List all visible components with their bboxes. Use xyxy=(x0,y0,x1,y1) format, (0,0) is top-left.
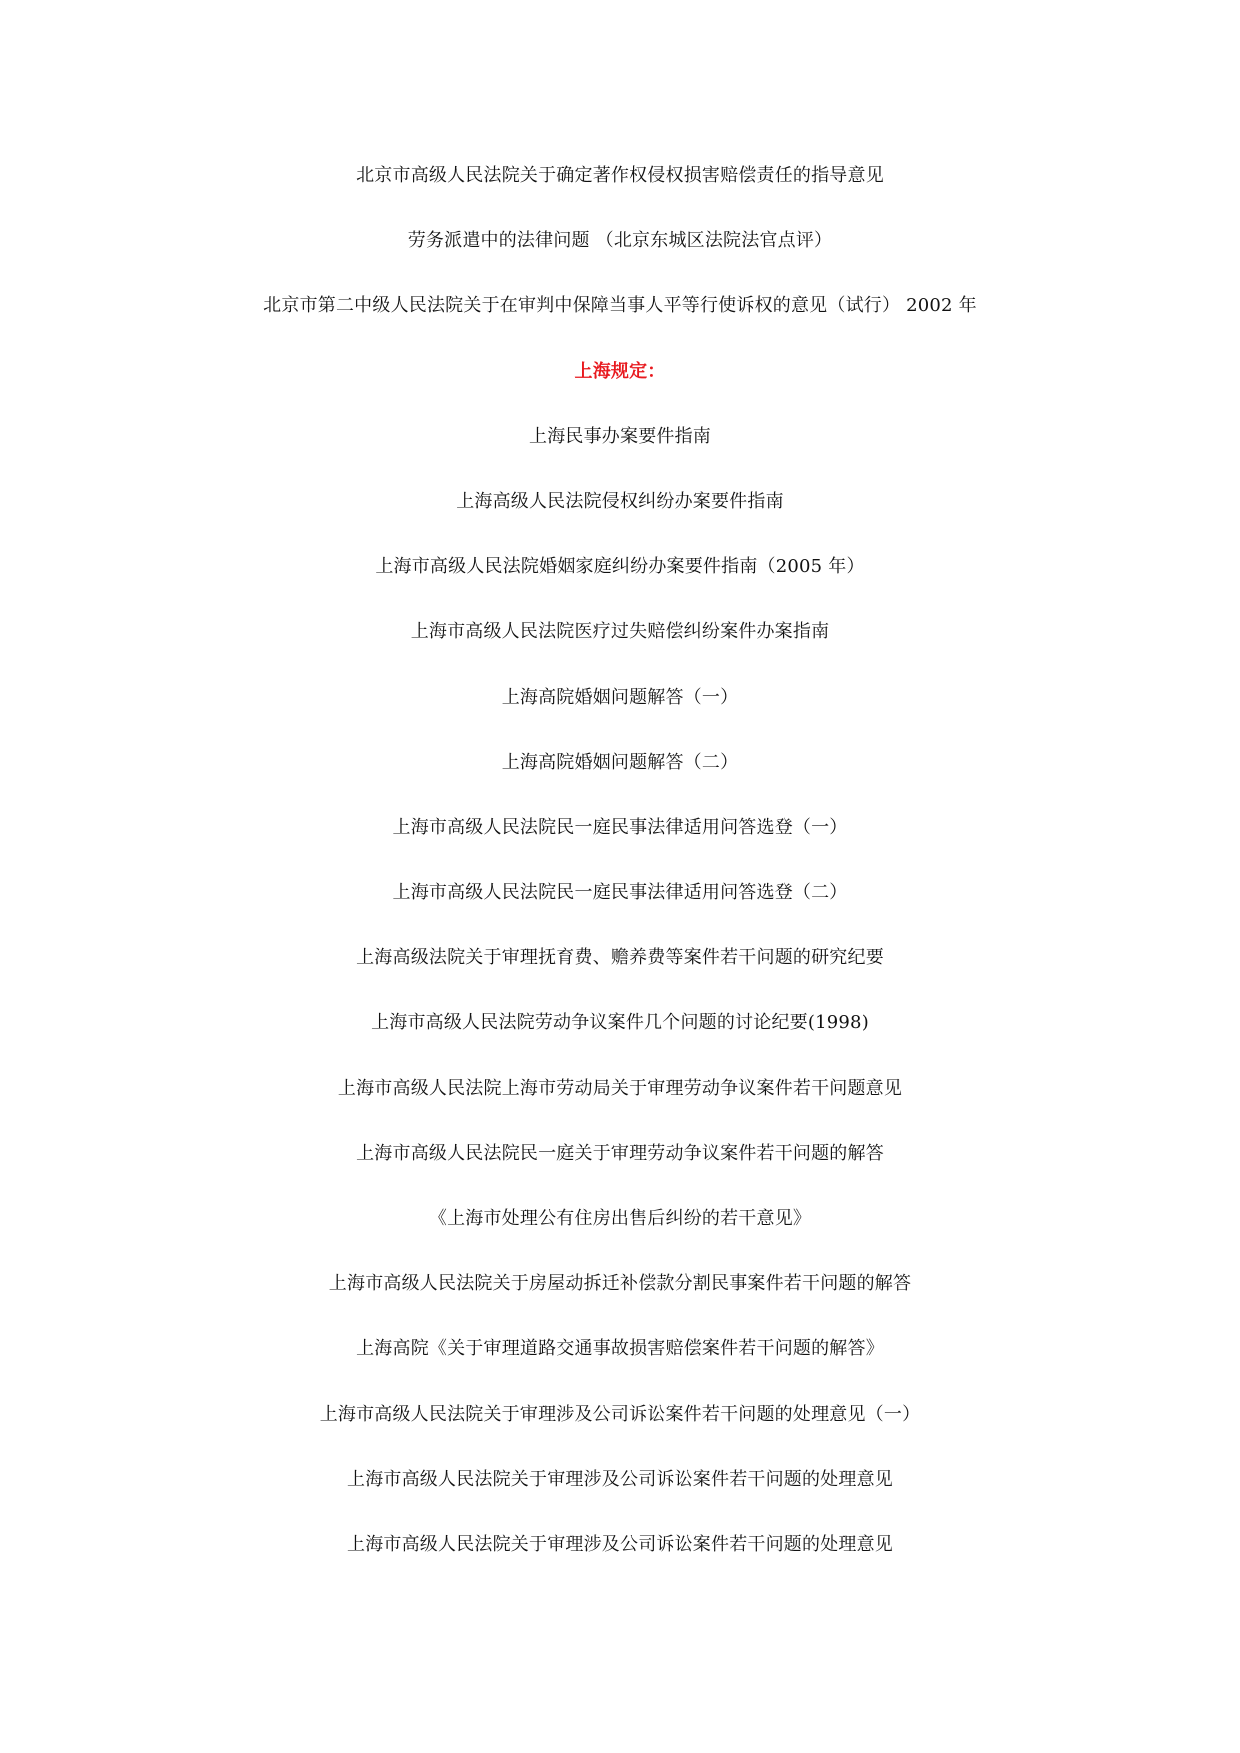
list-item: 上海高级法院关于审理抚育费、赡养费等案件若干问题的研究纪要 xyxy=(356,947,884,969)
list-item: 上海高院婚姻问题解答（一） xyxy=(501,686,739,708)
list-item: 《上海市处理公有住房出售后纠纷的若干意见》 xyxy=(428,1208,812,1229)
list-item: 上海市高级人民法院婚姻家庭纠纷办案要件指南（2005 年） xyxy=(375,556,865,578)
list-item: 上海市高级人民法院民一庭关于审理劳动争议案件若干问题的解答 xyxy=(356,1142,884,1164)
list-item: 上海高级人民法院侵权纠纷办案要件指南 xyxy=(456,490,784,512)
list-item: 上海高院《关于审理道路交通事故损害赔偿案件若干问题的解答》 xyxy=(356,1338,884,1360)
section-heading-shanghai: 上海规定： xyxy=(574,360,666,382)
list-item: 上海民事办案要件指南 xyxy=(529,425,711,447)
list-item: 北京市第二中级人民法院关于在审判中保障当事人平等行使诉权的意见（试行） 2002 年 xyxy=(263,295,977,317)
list-item: 上海市高级人民法院劳动争议案件几个问题的讨论纪要(1998) xyxy=(371,1012,869,1034)
document-title-list xyxy=(0,166,1240,1600)
list-item: 上海市高级人民法院民一庭民事法律适用问答选登（一） xyxy=(392,816,848,838)
list-item: 劳务派遣中的法律问题 （北京东城区法院法官点评） xyxy=(407,230,833,252)
list-item: 上海市高级人民法院民一庭民事法律适用问答选登（二） xyxy=(392,882,848,904)
list-item: 上海市高级人民法院关于审理涉及公司诉讼案件若干问题的处理意见 xyxy=(347,1468,893,1490)
list-item: 上海高院婚姻问题解答（二） xyxy=(501,751,739,773)
list-item: 上海市高级人民法院关于房屋动拆迁补偿款分割民事案件若干问题的解答 xyxy=(328,1273,912,1295)
list-item: 上海市高级人民法院上海市劳动局关于审理劳动争议案件若干问题意见 xyxy=(337,1077,903,1099)
list-item: 上海市高级人民法院医疗过失赔偿纠纷案件办案指南 xyxy=(410,621,830,643)
list-item: 北京市高级人民法院关于确定著作权侵权损害赔偿责任的指导意见 xyxy=(356,165,884,186)
list-item: 上海市高级人民法院关于审理涉及公司诉讼案件若干问题的处理意见 xyxy=(347,1533,893,1555)
list-item: 上海市高级人民法院关于审理涉及公司诉讼案件若干问题的处理意见（一） xyxy=(319,1403,921,1425)
